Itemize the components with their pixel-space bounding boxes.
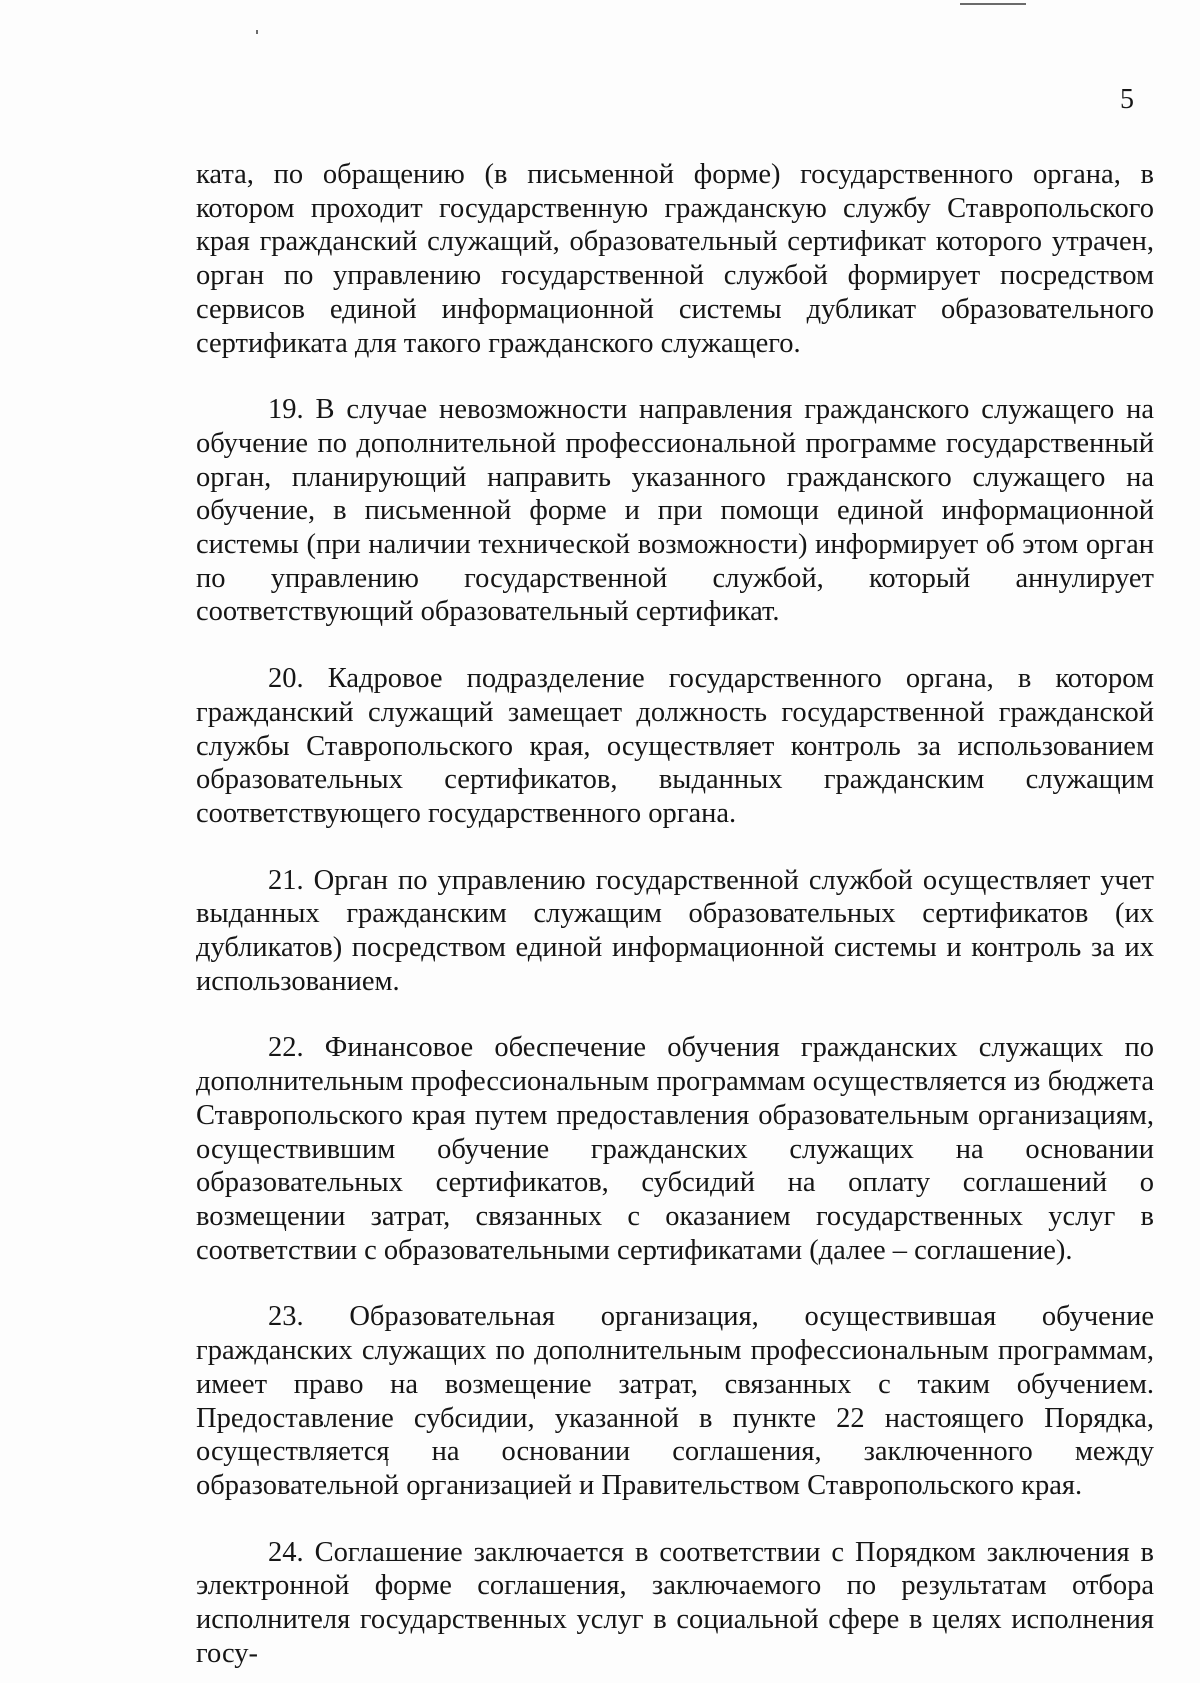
paragraph-23: 23. Образовательная организация, осуществившая обучение гражданских служащих по дополнительным профессиональным программам, имеет право на возмещение затрат, связанных с таким обучением. Предоставление субсидии, указанной в пункте 22 настоящего Порядка, осуществляется на основании соглашения, заключенного между образовательной организацией и Правительством Ставропольского края. — [196, 1301, 1154, 1501]
scan-artifact-line — [960, 3, 1026, 5]
document-body — [196, 158, 1154, 1703]
paragraph-20: 20. Кадровое подразделение государственного органа, в котором гражданский служащий замещает должность государственной гражданской службы Ставропольского края, осуществляет контроль за использованием образовательных сертификатов, выданных гражданским служащим соответствующего государственного органа. — [196, 663, 1154, 829]
paragraph-22: 22. Финансовое обеспечение обучения гражданских служащих по дополнительным профессиональным программам осуществляется из бюджета Ставропольского края путем предоставления образовательным организациям, осуществившим обучение гражданских служащих на основании образовательных сертификатов, субсидий на оплату соглашений о возмещении затрат, связанных с оказанием государственных услуг в соответствии с образовательными сертификатами (далее – соглашение). — [196, 1032, 1154, 1266]
scan-artifact-dot — [256, 30, 258, 34]
paragraph-21: 21. Орган по управлению государственной службой осуществляет учет выданных гражданским служащим образовательных сертификатов (их дубликатов) посредством единой информационной системы и контроль за их использованием. — [196, 864, 1154, 997]
page-number: 5 — [1120, 84, 1134, 115]
paragraph-19: 19. В случае невозможности направления гражданского служащего на обучение по дополнительной профессиональной программе государственный орган, планирующий направить указанного гражданского служащего на обучение, в письменной форме и при помощи единой информационной системы (при наличии технической возможности) информирует об этом орган по управлению государственной службой, который аннулирует соответствующий образовательный сертификат. — [196, 394, 1154, 628]
paragraph-24: 24. Соглашение заключается в соответствии с Порядком заключения в электронной форме соглашения, заключаемого по результатам отбора исполнителя государственных услуг в социальной сфере в целях исполнения госу- — [196, 1536, 1154, 1669]
paragraph-continuation: ката, по обращению (в письменной форме) государственного органа, в котором проходит государственную гражданскую службу Ставропольского края гражданский служащий, образовательный сертификат которого утрачен, орган по управлению государственной службой формирует посредством сервисов единой информационной системы дубликат образовательного сертификата для такого гражданского служащего. — [196, 159, 1154, 359]
